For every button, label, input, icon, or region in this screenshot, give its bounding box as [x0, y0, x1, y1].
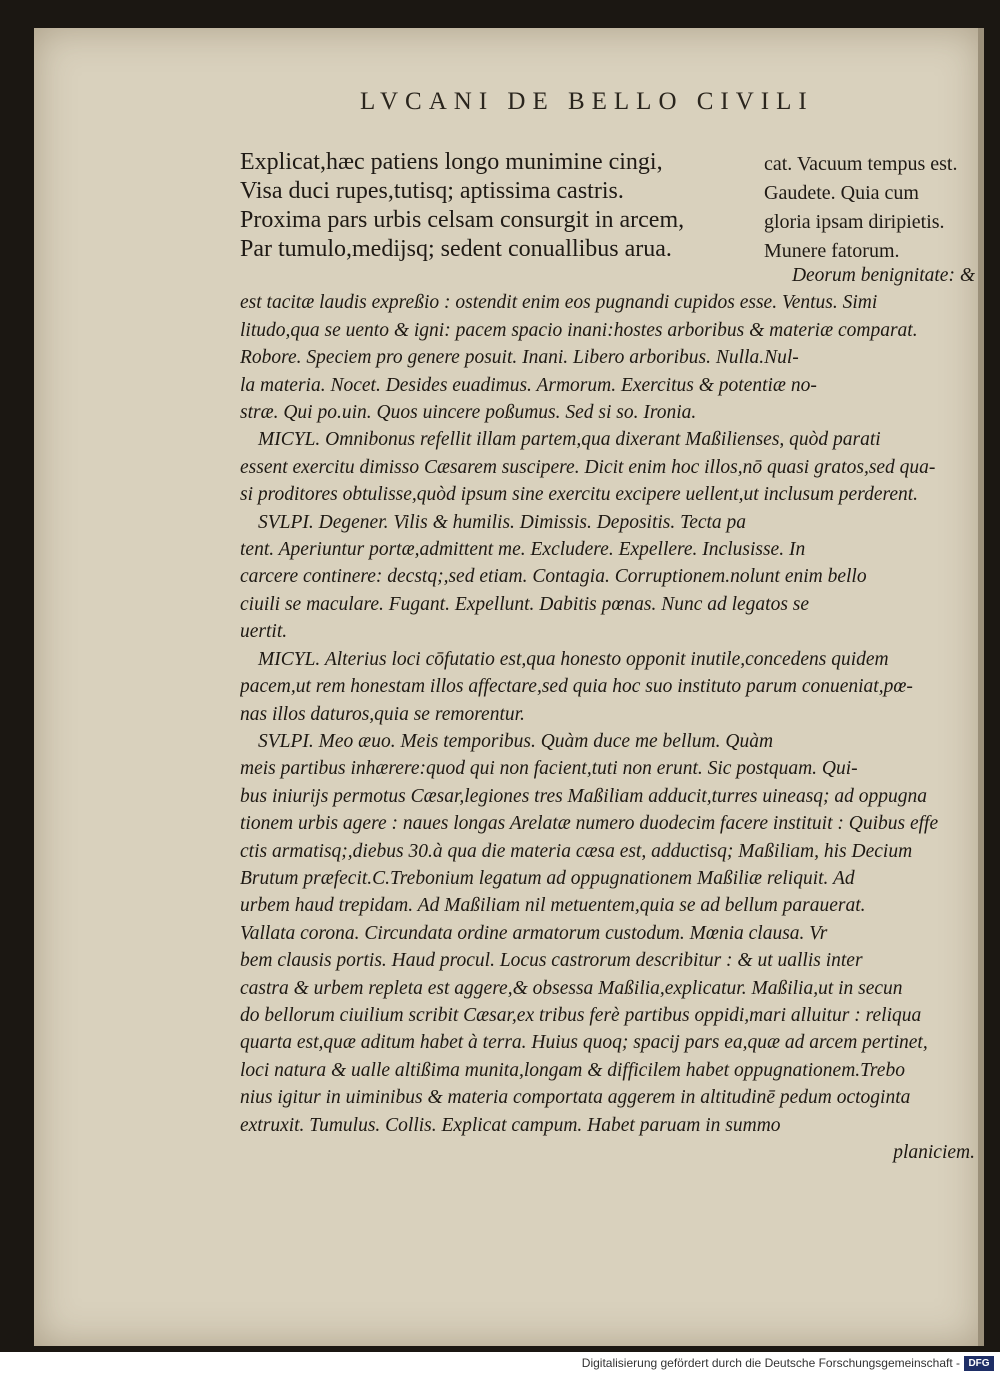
commentary-line: stræ. Qui po.uin. Quos uincere poßumus. Sed si so. Ironia.	[240, 402, 697, 424]
verse-line: Par tumulo,medijsq; sedent conuallibus arua.	[240, 236, 672, 262]
commentary-line: Brutum præfecit.C.Trebonium legatum ad oppugnationem Maßiliæ reliquit. Ad	[240, 867, 855, 889]
commentary-line: carcere continere: decstq;,sed etiam. Contagia. Corruptionem.nolunt enim bello	[240, 566, 867, 588]
commentary-line: MICYL. Omnibonus refellit illam partem,qua dixerant Maßilienses, quòd parati	[258, 429, 881, 451]
commentary-line: MICYL. Alterius loci cōfutatio est,qua honesto opponit inutile,concedens quidem	[258, 648, 889, 670]
commentary-line: quarta est,quæ aditum habet à terra. Huius quoq; spacij pars ea,quæ ad arcem pertinet,	[240, 1032, 928, 1054]
commentary-line: SVLPI. Meo æuo. Meis temporibus. Quàm duce me bellum. Quàm	[258, 730, 774, 752]
side-gloss-line: Munere fatorum.	[764, 240, 900, 262]
commentary-line: si proditores obtulisse,quòd ipsum sine exercitu excipere uellent,ut inclusum perderent.	[240, 484, 919, 506]
verse-line: Explicat,hæc patiens longo munimine cingi,	[240, 149, 663, 175]
commentary-line: extruxit. Tumulus. Collis. Explicat campum. Habet paruam in summo	[240, 1114, 781, 1136]
commentary-line: nius igitur in uiminibus & materia comportata aggerem in altitudinē pedum octoginta	[240, 1087, 911, 1109]
commentary-line: nas illos daturos,quia se remorentur.	[240, 703, 525, 725]
digitization-footer	[0, 1352, 1000, 1376]
commentary-line: Vallata corona. Circundata ordine armatorum custodum. Mœnia clausa. Vr	[240, 922, 828, 944]
commentary-line: est tacitæ laudis expreßio : ostendit enim eos pugnandi cupidos esse. Ventus. Simi	[240, 292, 878, 314]
running-title: LVCANI DE BELLO CIVILI	[360, 88, 814, 115]
commentary-line: la materia. Nocet. Desides euadimus. Armorum. Exercitus & potentiæ no-	[240, 374, 817, 396]
commentary-line: castra & urbem repleta est aggere,& obsessa Maßilia,explicatur. Maßilia,ut in secun	[240, 977, 903, 999]
verse-line: Visa duci rupes,tutisq; aptissima castris.	[240, 178, 624, 204]
commentary-line: uertit.	[240, 621, 288, 643]
commentary-line: essent exercitu dimisso Cæsarem suscipere. Dicit enim hoc illos,nō quasi gratos,sed qua-	[240, 456, 936, 478]
verse-line: Proxima pars urbis celsam consurgit in arcem,	[240, 207, 685, 233]
commentary-line: bus iniurijs permotus Cæsar,legiones tres Maßiliam adducit,turres uineasq; ad oppugna	[240, 785, 928, 807]
commentary-line: SVLPI. Degener. Vilis & humilis. Dimissis. Depositis. Tecta pa	[258, 511, 747, 533]
commentary-line: litudo,qua se uento & igni: pacem spacio inani:hostes arboribus & materiæ comparat.	[240, 319, 918, 341]
commentary-line: do bellorum ciuilium scribit Cæsar,ex tribus ferè partibus oppidi,mari alluitur : reliqua	[240, 1004, 922, 1026]
commentary-block	[240, 262, 975, 1166]
commentary-line: planiciem.	[893, 1142, 975, 1163]
commentary-line: loci natura & ualle altißima munita,longam & difficilem habet oppugnationem.Trebo	[240, 1059, 905, 1081]
side-gloss-line: cat. Vacuum tempus est.	[764, 153, 958, 175]
commentary-line: ciuili se maculare. Fugant. Expellunt. Dabitis pœnas. Nunc ad legatos se	[240, 593, 810, 615]
side-gloss	[764, 150, 984, 266]
side-gloss-line: Gaudete. Quia cum	[764, 182, 919, 204]
commentary-line: tionem urbis agere : naues longas Arelatæ numero duodecim facere instituit : Quibus effe	[240, 813, 939, 835]
commentary-line: bem clausis portis. Haud procul. Locus castrorum describitur : & ut uallis inter	[240, 950, 863, 972]
commentary-line: pacem,ut rem honestam illos affectare,sed quia hoc suo instituto parum conueniat,pœ-	[240, 676, 913, 698]
verse-block	[240, 148, 720, 264]
dfg-logo: DFG	[964, 1356, 994, 1371]
commentary-line: urbem haud trepidam. Ad Maßiliam nil metuentem,quia se ad bellum parauerat.	[240, 895, 866, 917]
commentary-line: Deorum benignitate: &	[791, 265, 975, 286]
commentary-line: Robore. Speciem pro genere posuit. Inani. Libero arboribus. Nulla.Nul-	[240, 347, 799, 369]
commentary-line: tent. Aperiuntur portæ,admittent me. Excludere. Expellere. Inclusisse. In	[240, 539, 806, 561]
commentary-line: meis partibus inhærere:quod qui non facient,tuti non erunt. Sic postquam. Qui-	[240, 758, 858, 780]
footer-credit: Digitalisierung gefördert durch die Deutsche Forschungsgemeinschaft -	[581, 1356, 960, 1370]
side-gloss-line: gloria ipsam diripietis.	[764, 211, 945, 233]
commentary-line: ctis armatisq;,diebus 30.à qua die materia cæsa est, adductisq; Maßiliam, his Decium	[240, 840, 913, 862]
